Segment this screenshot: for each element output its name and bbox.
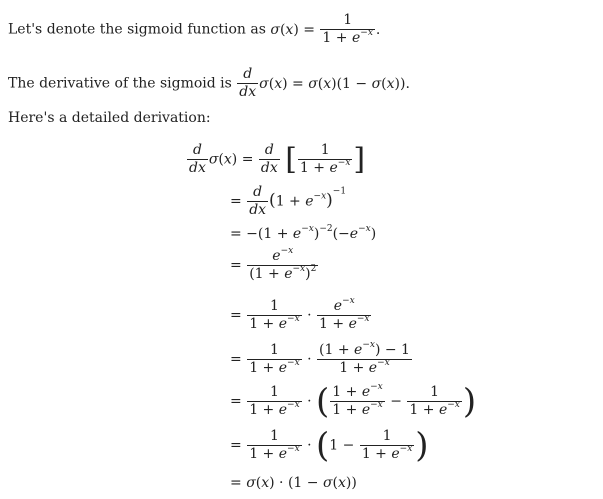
derivation-step-4: = $\frac{e^{-x}}{(1 + e^{-x})^2}$ — [230, 246, 317, 282]
intro-text-derivative: The derivative of the sigmoid is — [8, 75, 232, 92]
intro-line-derivation: Here's a detailed derivation: — [8, 110, 211, 126]
intro-line-derivative — [8, 66, 410, 101]
derivation-step-5: = $\frac{1}{1 + e^{-x}}$ · $\frac{e^{-x}}{1 + e^{-x}}$ — [230, 296, 370, 332]
derivative-result-formula: $\frac{d}{dx}$ σ(x) = σ(x)(1 − σ(x)). — [239, 66, 410, 100]
derivation-step-3: = $-(1 + e^{-x})^{-2}(-e^{-x})$ — [230, 224, 377, 242]
sigmoid-fraction: $\frac{1}{1 + e^{-x}}$ — [322, 12, 373, 46]
derivation-step-8: = $\frac{1}{1 + e^{-x}}$ · (1 − $\frac{1}{1 + e^{-x}}$ ) — [230, 425, 429, 466]
derivation-step-7: = $\frac{1}{1 + e^{-x}}$ · ( $\frac{1 + e^{-x}}{1 + e^{-x}}$ − $\frac{1}{1 + e^{-x}}$ ) — [230, 381, 477, 422]
derivation-step-9: = σ(x) · (1 − σ(x)) — [230, 475, 357, 491]
derivation-step-1: $\frac{d}{dx}$ σ(x) = $\frac{d}{dx}$ [ $\frac{1}{1 + e^{-x}}$ ] — [189, 141, 366, 177]
sigmoid-definition-formula: σ(x) = $\frac{1}{1 + e^{-x}}$ . — [270, 12, 381, 46]
derivation-step-2: = $\frac{d}{dx}$ $(1 + e^{-x})^{-1}$ — [230, 184, 347, 218]
intro-line-sigmoid-definition — [8, 12, 380, 47]
derivation-block — [186, 138, 516, 498]
intro-text-sigmoid: Let's denote the sigmoid function as — [8, 21, 266, 38]
derivation-step-6: = $\frac{1}{1 + e^{-x}}$ · $\frac{(1 + e^{-x}) - 1}{1 + e^{-x}}$ — [230, 340, 410, 376]
